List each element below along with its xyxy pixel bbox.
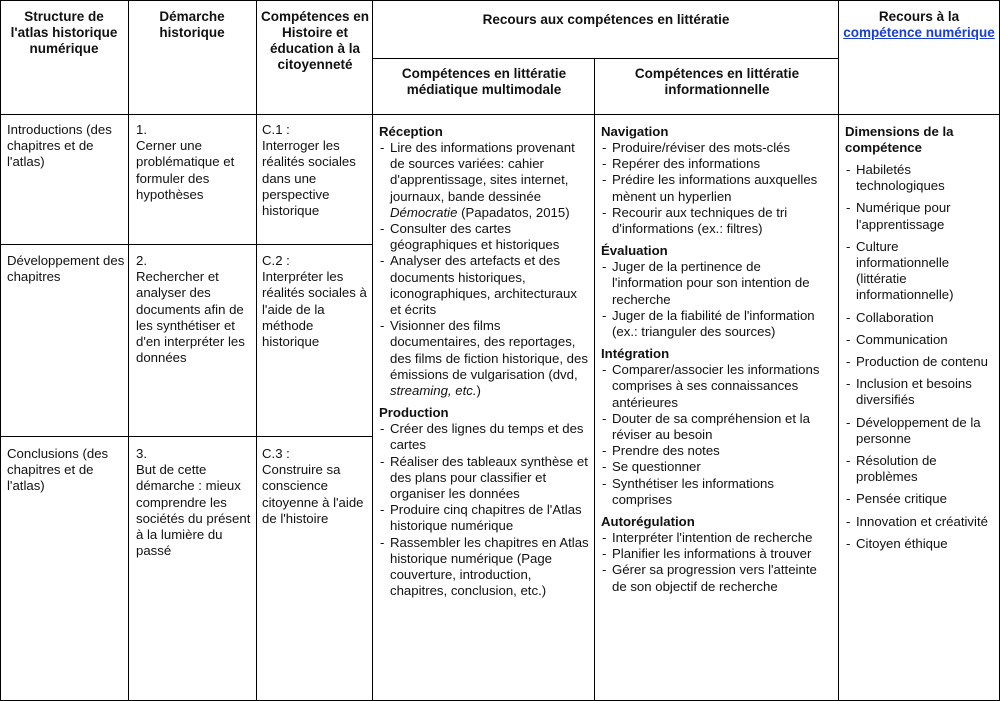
header-divider xyxy=(0,114,1000,115)
list-item: - Douter de sa compréhension et la réviser au besoin xyxy=(601,411,835,443)
numerique-title: Dimensions de la compétence xyxy=(845,124,954,155)
row-divider-1 xyxy=(0,244,372,245)
list-item: - Développement de la personne xyxy=(845,415,995,447)
list-item: - Comparer/associer les informations comprises à ses connaissances antérieures xyxy=(601,362,835,411)
demarche-2-number: 2. xyxy=(136,253,147,268)
li-integration-title: Intégration xyxy=(601,346,670,362)
header-competences-histoire: Compétences en Histoire et éducation à la citoyenneté xyxy=(260,9,370,72)
lmm-reception-list xyxy=(379,140,591,399)
header-numerique xyxy=(842,9,996,41)
col-divider-4 xyxy=(594,58,595,701)
list-item: - Juger de la fiabilité de l'information (ex.: trianguler des sources) xyxy=(601,308,835,340)
lmm-reception-item-4: Visionner des films documentaires, des reportages, des films de fiction historique, des émissions de vulgarisation (dvd, xyxy=(390,318,588,382)
list-item: - Analyser des artefacts et des documents historiques, iconographiques, architecturaux et écrits xyxy=(379,253,591,318)
list-item: - Interpréter l'intention de recherche xyxy=(601,530,835,546)
competence-c2-number: C.2 : xyxy=(262,253,290,268)
demarche-3-number: 3. xyxy=(136,446,147,461)
lmm-reception-item-1: Lire des informations provenant de sources variées: cahier d'apprentissage, sites internet, journaux, bande dessinée xyxy=(390,140,575,204)
list-item: - Se questionner xyxy=(601,459,835,475)
li-evaluation-title: Évaluation xyxy=(601,243,668,259)
li-cell xyxy=(601,122,835,595)
li-evaluation-list xyxy=(601,259,835,340)
competence-c1 xyxy=(262,122,370,219)
list-item: - Prédire les informations auxquelles mènent un hyperlien xyxy=(601,172,835,204)
list-item: - Consulter des cartes géographiques et historiques xyxy=(379,221,591,253)
list-item: - Culture informationnelle (littératie informationnelle) xyxy=(845,239,995,304)
list-item: - Collaboration xyxy=(845,310,995,326)
li-navigation-list xyxy=(601,140,835,237)
lmm-reception-item-1-italic: Démocratie xyxy=(390,204,458,220)
competence-c2-text: Interpréter les réalités sociales à l'aide de la méthode historique xyxy=(262,269,367,350)
col-divider-5 xyxy=(838,0,839,701)
competence-c2 xyxy=(262,253,370,350)
demarche-1 xyxy=(136,122,254,203)
col-divider-2 xyxy=(256,0,257,701)
list-item: - Repérer des informations xyxy=(601,156,835,172)
list-item: - Rassembler les chapitres en Atlas historique numérique (Page couverture, introduction, chapitres, conclusion, etc.) xyxy=(379,535,591,600)
lmm-reception-item-1-tail: (Papadatos, 2015) xyxy=(461,204,570,220)
border-top xyxy=(0,0,1000,1)
list-item xyxy=(379,318,591,399)
competence-c3-text: Construire sa conscience citoyenne à l'aide de l'histoire xyxy=(262,462,364,526)
numerique-cell xyxy=(845,122,995,558)
list-item: - Créer des lignes du temps et des cartes xyxy=(379,421,591,453)
border-left xyxy=(0,0,1,701)
lmm-cell xyxy=(379,122,591,599)
list-item: - Produire cinq chapitres de l'Atlas historique numérique xyxy=(379,502,591,534)
header-lmm: Compétences en littératie médiatique multimodale xyxy=(401,66,567,97)
list-item: - Innovation et créativité xyxy=(845,514,995,530)
demarche-2-text: Rechercher et analyser des documents afin de les synthétiser et d'en interpréter les données xyxy=(136,269,245,366)
list-item: - Inclusion et besoins diversifiés xyxy=(845,376,995,408)
header-sub-divider xyxy=(372,58,838,59)
competence-c3-number: C.3 : xyxy=(262,446,290,461)
demarche-3 xyxy=(136,446,254,559)
lmm-reception-item-4-italic: streaming, etc. xyxy=(390,383,477,399)
list-item: - Citoyen éthique xyxy=(845,536,995,552)
li-autoregulation-title: Autorégulation xyxy=(601,514,695,530)
list-item: - Résolution de problèmes xyxy=(845,453,995,485)
demarche-1-number: 1. xyxy=(136,122,147,137)
header-li: Compétences en littératie informationnelle xyxy=(634,66,800,97)
header-numerique-prefix: Recours à la xyxy=(878,9,960,24)
numerique-list xyxy=(845,162,995,552)
list-item: - Prendre des notes xyxy=(601,443,835,459)
demarche-1-text: Cerner une problématique et formuler des hypothèses xyxy=(136,138,235,202)
li-navigation-title: Navigation xyxy=(601,124,669,139)
list-item: - Produire/réviser des mots-clés xyxy=(601,140,835,156)
list-item: - Gérer sa progression vers l'atteinte de son objectif de recherche xyxy=(601,562,835,594)
header-litteratie: Recours aux compétences en littératie xyxy=(482,12,730,27)
row-divider-2 xyxy=(0,436,372,437)
structure-conclusions: Conclusions (des chapitres et de l'atlas) xyxy=(7,446,109,494)
header-structure: Structure de l'atlas historique numérique xyxy=(10,9,118,56)
competence-c3 xyxy=(262,446,370,527)
list-item xyxy=(379,140,591,221)
structure-introductions: Introductions (des chapitres et de l'atlas) xyxy=(7,122,112,170)
header-demarche: Démarche historique xyxy=(159,9,225,40)
li-integration-list xyxy=(601,362,835,508)
lmm-reception-title: Réception xyxy=(379,124,443,139)
lmm-production-list xyxy=(379,421,591,599)
li-autoregulation-list xyxy=(601,530,835,595)
list-item: - Synthétiser les informations comprises xyxy=(601,476,835,508)
list-item: - Numérique pour l'apprentissage xyxy=(845,200,995,232)
lmm-reception-item-4-tail: ) xyxy=(476,383,481,399)
list-item: - Recourir aux techniques de tri d'informations (ex.: filtres) xyxy=(601,205,835,237)
competence-c1-number: C.1 : xyxy=(262,122,290,137)
list-item: - Réaliser des tableaux synthèse et des plans pour classifier et organiser les données xyxy=(379,454,591,503)
lmm-production-title: Production xyxy=(379,405,449,421)
list-item: - Planifier les informations à trouver xyxy=(601,546,835,562)
structure-developpement: Développement des chapitres xyxy=(7,253,125,285)
list-item: - Juger de la pertinence de l'information pour son intention de recherche xyxy=(601,259,835,308)
list-item: - Production de contenu xyxy=(845,354,995,370)
competence-numerique-link[interactable]: compétence numérique xyxy=(843,25,995,40)
list-item: - Communication xyxy=(845,332,995,348)
competence-c1-text: Interroger les réalités sociales dans une perspective historique xyxy=(262,138,356,219)
demarche-2 xyxy=(136,253,254,366)
col-divider-1 xyxy=(128,0,129,701)
demarche-3-text: But de cette démarche : mieux comprendre les sociétés du présent à la lumière du passé xyxy=(136,462,251,559)
list-item: - Habiletés technologiques xyxy=(845,162,995,194)
col-divider-3 xyxy=(372,0,373,701)
list-item: - Pensée critique xyxy=(845,491,995,507)
